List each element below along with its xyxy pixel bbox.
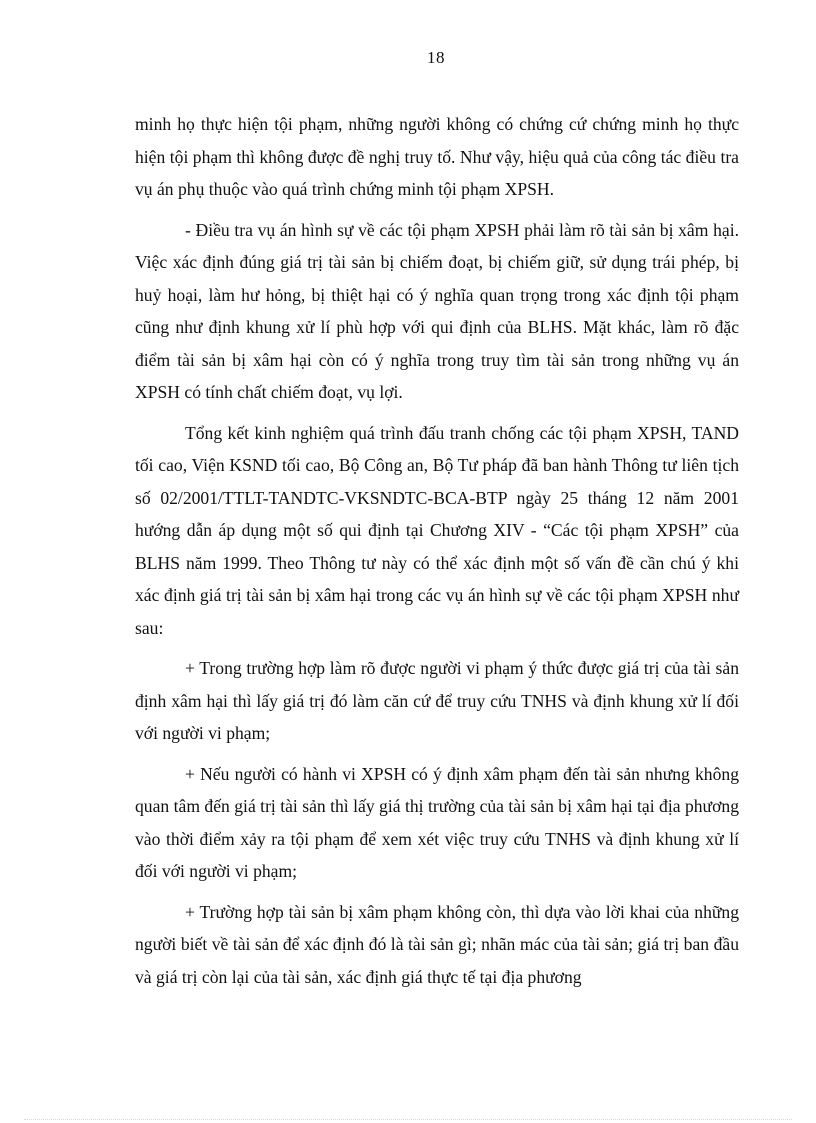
paragraph-continuation: minh họ thực hiện tội phạm, những người không có chứng cứ chứng minh họ thực hiện tội phạm thì không được đề nghị truy tố. Như vậy, hiệu quả của công tác điều tra vụ án phụ thuộc vào quá trình chứng minh tội phạm XPSH. [135, 114, 739, 199]
paragraph-asset-investigation: - Điều tra vụ án hình sự về các tội phạm XPSH phải làm rõ tài sản bị xâm hại. Việc xác định đúng giá trị tài sản bị chiếm đoạt, bị chiếm giữ, sử dụng trái phép, bị huỷ hoại, làm hư hỏng, bị thiệt hại có ý nghĩa quan trọng trong xác định tội phạm cũng như định khung xử lí phù hợp với qui định của BLHS. Mặt khác, làm rõ đặc điểm tài sản bị xâm hại còn có ý nghĩa trong truy tìm tài sản trong những vụ án XPSH có tính chất chiếm đoạt, vụ lợi. [135, 219, 739, 402]
paragraph-case-asset-missing: + Trường hợp tài sản bị xâm phạm không còn, thì dựa vào lời khai của những người biết về tài sản để xác định đó là tài sản gì; nhãn mác của tài sản; giá trị ban đầu và giá trị còn lại của tài sản, xác định giá thực tế tại địa phương [135, 901, 739, 987]
page-number: 18 [427, 48, 445, 67]
paragraph-circular-summary: Tổng kết kinh nghiệm quá trình đấu tranh chống các tội phạm XPSH, TAND tối cao, Viện KSND tối cao, Bộ Công an, Bộ Tư pháp đã ban hành Thông tư liên tịch số 02/2001/TTLT-TANDTC-VKSNDTC-BCA-BTP ngày 25 tháng 12 năm 2001 hướng dẫn áp dụng một số qui định tại Chương XIV - “Các tội phạm XPSH” của BLHS năm 1999. Theo Thông tư này có thể xác định một số vấn đề cần chú ý khi xác định giá trị tài sản bị xâm hại trong các vụ án hình sự về các tội phạm XPSH như sau: [135, 422, 739, 638]
page-bottom-divider [24, 1119, 792, 1120]
paragraph-case-market-value: + Nếu người có hành vi XPSH có ý định xâm phạm đến tài sản nhưng không quan tâm đến giá trị tài sản thì lấy giá thị trường của tài sản bị xâm hại tại địa phương vào thời điểm xảy ra tội phạm để xem xét việc truy cứu TNHS và định khung xử lí đối với người vi phạm; [135, 763, 739, 881]
paragraph-case-aware-value: + Trong trường hợp làm rõ được người vi phạm ý thức được giá trị của tài sản định xâm hại thì lấy giá trị đó làm căn cứ để truy cứu TNHS và định khung xử lí đối với người vi phạm; [135, 658, 739, 743]
body-text [135, 108, 739, 1001]
